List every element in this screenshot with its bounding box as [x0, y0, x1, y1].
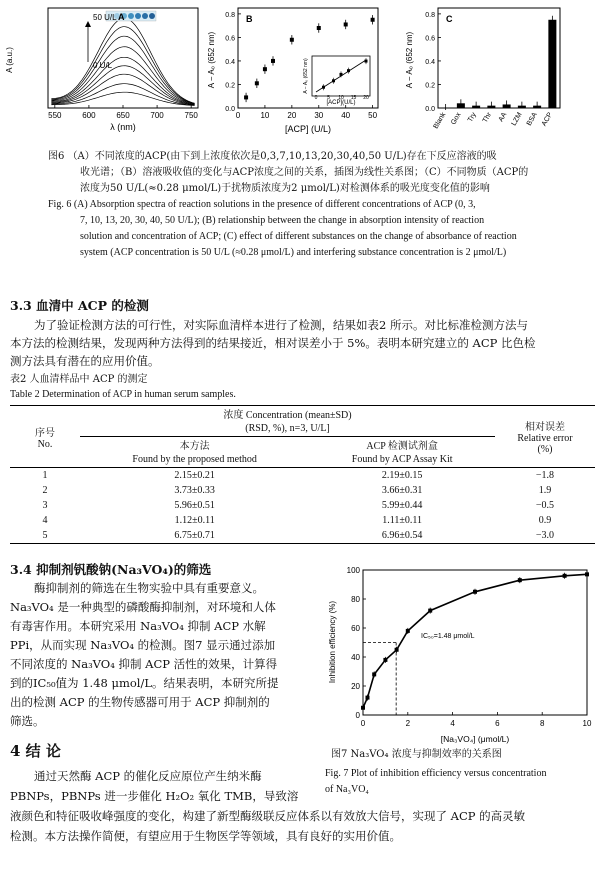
y-tick-label: 0.0 [225, 106, 235, 113]
panel-a-label-bottom: 0 U/L [93, 61, 113, 70]
category-label: AA [497, 111, 509, 124]
x-tick-label: 8 [539, 719, 545, 728]
inset-point [322, 86, 325, 89]
paragraph-line: 本方法的检测结果，发现两种方法得到的结果接近，相对误差小于 5%。表明本研究建立的 ACP 比色检 [10, 336, 536, 350]
panel-a-xticks [48, 105, 198, 120]
panel-c-frame [438, 8, 560, 108]
data-point [255, 81, 259, 85]
data-point [371, 18, 375, 22]
figure-6 [0, 0, 600, 150]
col-m2-en: Found by ACP Assay Kit [351, 454, 453, 465]
data-point [271, 59, 275, 63]
data-point [365, 696, 369, 700]
paragraph-line: 酶抑制剂的筛选在生物实验中具有重要意义。 [34, 581, 264, 595]
col-m2-zh: ACP 检测试剂盒 [366, 441, 438, 452]
y-tick-label: 0.2 [425, 82, 435, 90]
x-tick-label: 10 [582, 719, 592, 728]
data-point [395, 648, 399, 652]
spectrum-line [51, 47, 194, 104]
paragraph-line: 筛选。 [10, 714, 45, 728]
panel-c-bars [442, 16, 557, 110]
table-2-title-en: Table 2 Determination of ACP in human serum samples. [10, 389, 236, 400]
paragraph-line: PPi，从而实现 Na₃VO₄ 的检测。图7 显示通过添加 [10, 638, 276, 652]
panel-c-letter: C [446, 14, 453, 24]
y-tick-label: 0.4 [225, 58, 235, 66]
paragraph-line: Na₃VO₄ 是一种典型的磷酸酶抑制剂，对环境和人体 [10, 600, 276, 614]
figure-7 [325, 556, 595, 746]
col-m1-zh: 本方法 [179, 441, 210, 452]
section-3-4-heading: 3.4 抑制剂钒酸钠(Na₃VO₄)的筛选 [10, 562, 212, 577]
paragraph-line: 不同浓度的 Na₃VO₄ 抑制 ACP 活性的效果，计算得 [10, 657, 278, 671]
panel-a-letter: A [118, 12, 125, 22]
y-tick-label: 0.0 [425, 106, 435, 113]
panel-b-letter: B [246, 14, 253, 24]
inset-x-tick-label: 10 [338, 95, 344, 101]
category-label: Blank [432, 111, 448, 131]
panel-a-spectra [51, 11, 194, 106]
table-cell-m2: 6.96±0.54 [381, 530, 423, 541]
data-point [290, 38, 294, 42]
data-point [361, 706, 365, 710]
caption-en-line: 7, 10, 13, 20, 30, 40, 50 U/L); (B) relationship between the change in absorption intensity of reaction [80, 215, 485, 226]
y-tick-label: 0.2 [225, 82, 235, 90]
fig7-xlabel: [Na₃VO₄] (μmol/L) [440, 734, 510, 744]
caption-en-line: solution and concentration of ACP; (C) effect of different substances on the change of absorbance of reaction [80, 231, 517, 242]
paragraph-line: 液颜色和特征吸收峰强度的变化，构建了新型酶级联反应体系以有效放大信号，实现了 ACP 的高灵敏 [10, 809, 526, 823]
data-point [428, 609, 432, 613]
well-dot [149, 13, 155, 19]
fig7-caption-en: of Na₃VO₄ [325, 784, 369, 795]
category-label: ACP [540, 111, 555, 128]
y-tick-label: 80 [351, 595, 360, 604]
table-cell-no: 2 [42, 485, 48, 496]
inset-ylabel: A − A₀ (652 nm) [303, 58, 309, 94]
inset-x-tick-label: 5 [327, 95, 330, 101]
table-cell-m1: 1.12±0.11 [174, 515, 215, 526]
spectrum-line [51, 84, 194, 106]
data-point [317, 26, 321, 30]
inset-x-tick-label: 20 [363, 95, 369, 101]
table-row [10, 528, 595, 544]
x-tick-label: 50 [368, 111, 378, 120]
panel-b-ylabel: A − A₀ (652 nm) [207, 31, 216, 89]
category-label: BSA [525, 111, 539, 128]
caption-zh-line: 浓度为50 U/L(≈0.28 μmol/L)于扰物质浓度为2 μmol/L)对检测体系的吸光度变化值的影响 [80, 183, 490, 194]
y-tick-label: 0.8 [425, 11, 435, 19]
y-tick-label: 100 [346, 566, 360, 575]
table-row [10, 513, 595, 528]
x-tick-label: 650 [116, 111, 130, 120]
table-cell-no: 5 [42, 530, 48, 541]
data-point [518, 578, 522, 582]
inset-x-tick-label: 15 [350, 95, 357, 101]
panel-a-ylabel: A (a.u.) [5, 47, 14, 73]
panel-b-xlabel: [ACP] (U/L) [284, 124, 332, 134]
x-tick-label: 20 [287, 111, 297, 120]
table-row [10, 468, 595, 484]
y-tick-label: 0 [355, 711, 360, 720]
data-point [263, 67, 267, 71]
y-tick-label: 0.4 [425, 58, 435, 66]
paragraph-line: 到的IC₅₀值为 1.48 μmol/L。结果表明，本研究所提 [10, 676, 279, 690]
table-cell-m2: 1.11±0.11 [382, 515, 423, 526]
panel-c-ylabel: A − A₀ (652 nm) [405, 31, 414, 89]
inset-point [340, 73, 343, 76]
category-label: LZM [510, 111, 524, 128]
table-row [10, 498, 595, 513]
col-conc-header-2: (RSD, %), n=3, U/L] [245, 423, 330, 434]
table-cell-m2: 5.99±0.44 [381, 500, 423, 511]
caption-zh-line: 收光谱；（B）溶液吸收值的变化与ACP浓度之间的关系，插图为线性关系图；（C）不同物质（ACP的 [80, 167, 529, 178]
table-cell-m2: 2.19±0.15 [381, 470, 423, 481]
data-point [383, 658, 387, 662]
table-cell-err: −3.0 [535, 530, 555, 541]
inset-point [347, 69, 350, 72]
x-tick-label: 550 [48, 111, 62, 120]
paragraph-line: 为了验证检测方法的可行性，对实际血清样本进行了检测，结果如表2 所示。对比标准检测方法与 [34, 318, 528, 332]
table-cell-m1: 2.15±0.21 [174, 470, 215, 481]
y-tick-label: 40 [351, 653, 360, 662]
table-cell-m1: 6.75±0.71 [174, 530, 215, 541]
y-tick-label: 0.6 [425, 35, 435, 43]
col-no-zh: 序号 [35, 427, 55, 439]
table-cell-err: 1.9 [538, 485, 552, 496]
panel-a-frame [48, 8, 198, 108]
y-tick-label: 0.6 [225, 35, 235, 43]
arrow-head [85, 21, 91, 27]
x-tick-label: 0 [360, 719, 366, 728]
spectrum-line [51, 18, 194, 103]
table-cell-m1: 3.73±0.33 [174, 485, 215, 496]
figure-7-caption [325, 747, 595, 798]
spectrum-line [51, 66, 194, 105]
data-point [372, 672, 376, 676]
panel-c-ticks [425, 12, 554, 130]
inset-x-tick-label: 0 [314, 95, 318, 101]
table-2 [10, 405, 595, 544]
panel-a-label-top: 50 U/L [93, 13, 117, 22]
caption-en-line: system (ACP concentration is 50 U/L (≈0.28 μmol/L) and interfering substance concentration is 2 μmol/L) [80, 247, 507, 258]
x-tick-label: 10 [260, 111, 270, 120]
x-tick-label: 750 [184, 111, 198, 120]
well-dot [128, 13, 134, 19]
data-point [473, 590, 477, 594]
x-tick-label: 600 [82, 111, 96, 120]
col-no-header [10, 406, 80, 468]
panel-a-xlabel: λ (nm) [110, 122, 136, 132]
inset-xlabel: [ACP](U/L) [326, 100, 356, 106]
col-no-en: No. [37, 438, 53, 450]
inset-point [332, 79, 335, 82]
table-cell-err: −0.5 [535, 500, 555, 511]
table-cell-no: 3 [42, 500, 48, 511]
table-cell-err: 0.9 [538, 515, 552, 526]
col-err-unit: (%) [537, 444, 553, 455]
table-cell-no: 1 [42, 470, 48, 481]
col-err-zh: 相对误差 [525, 422, 565, 433]
x-tick-label: 30 [314, 111, 324, 120]
caption-en-line: Fig. 6 (A) Absorption spectra of reaction solutions in the presence of different concentrations of ACP (0, 3, [48, 199, 476, 210]
paragraph-line: 通过天然酶 ACP 的催化反应原位产生纳米酶 [34, 769, 262, 783]
table-cell-err: −1.8 [535, 470, 555, 481]
col-err-en: Relative error [517, 433, 573, 444]
fig7-caption-zh: 图7 Na₃VO₄ 浓度与抑制效率的关系图 [331, 749, 502, 760]
category-label: Thr [481, 111, 494, 125]
x-tick-label: 40 [341, 111, 351, 120]
x-tick-label: 700 [150, 111, 164, 120]
data-point [406, 629, 410, 633]
col-conc-header-1: 浓度 Concentration (mean±SD) [223, 410, 352, 421]
well-dot [135, 13, 141, 19]
data-point [344, 22, 348, 26]
section-4-heading: 4 结 论 [10, 742, 61, 760]
section-3-4-body [10, 579, 320, 731]
figure-6-caption [48, 149, 558, 261]
col-err-header [495, 406, 595, 468]
x-tick-label: 0 [235, 111, 241, 120]
bar [548, 20, 556, 108]
col-m1-en: Found by the proposed method [132, 454, 257, 465]
fig7-ylabel: Inhibition efficiency (%) [328, 600, 337, 684]
table-cell-no: 4 [42, 515, 48, 526]
paragraph-line: 有毒害作用。本研究采用 Na₃VO₄ 抑制 ACP 水解 [10, 619, 266, 633]
spectrum-line [51, 57, 194, 104]
y-tick-label: 20 [351, 682, 360, 691]
data-point [585, 572, 589, 576]
table-cell-m2: 3.66±0.31 [381, 485, 423, 496]
category-label: Gox [450, 111, 463, 127]
paragraph-line: 出的检测 ACP 的生物传感器可用于 ACP 抑制剂的 [10, 695, 270, 709]
fig7-caption-en: Fig. 7 Plot of inhibition efficiency versus concentration [325, 768, 547, 779]
section-3-3-heading: 3.3 血清中 ACP 的检测 [10, 298, 149, 313]
inset-point [365, 60, 368, 63]
paragraph-line: 检测。本方法操作简便，有望应用于生物医学等领域，具有良好的实用价值。 [10, 829, 401, 843]
x-tick-label: 2 [405, 719, 411, 728]
table-cell-m1: 5.96±0.51 [174, 500, 215, 511]
well-dot [142, 13, 148, 19]
data-point [244, 95, 248, 99]
paragraph-line: 测方法具有潜在的应用价值。 [10, 354, 160, 368]
caption-zh-line: 图6 （A）不同浓度的ACP(由下到上浓度依次是0,3,7,10,13,20,30,40,50 U/L)存在下反应溶液的吸 [48, 151, 497, 162]
y-tick-label: 60 [351, 624, 360, 633]
y-tick-label: 0.8 [225, 11, 235, 19]
table-row [10, 483, 595, 498]
fig7-annotation: IC₅₀=1.48 μmol/L [421, 633, 475, 640]
data-point [563, 574, 567, 578]
table-2-title-zh: 表2 人血清样品中 ACP 的测定 [10, 374, 148, 385]
section-3-3-body [10, 316, 595, 370]
fig7-plot [347, 566, 592, 728]
category-label: Try [466, 111, 478, 124]
spectrum-line [51, 36, 194, 104]
x-tick-label: 4 [450, 719, 455, 728]
paragraph-line: PBNPs，PBNPs 进一步催化 H₂O₂ 氧化 TMB，导致溶 [10, 789, 299, 803]
x-tick-label: 6 [495, 719, 500, 728]
